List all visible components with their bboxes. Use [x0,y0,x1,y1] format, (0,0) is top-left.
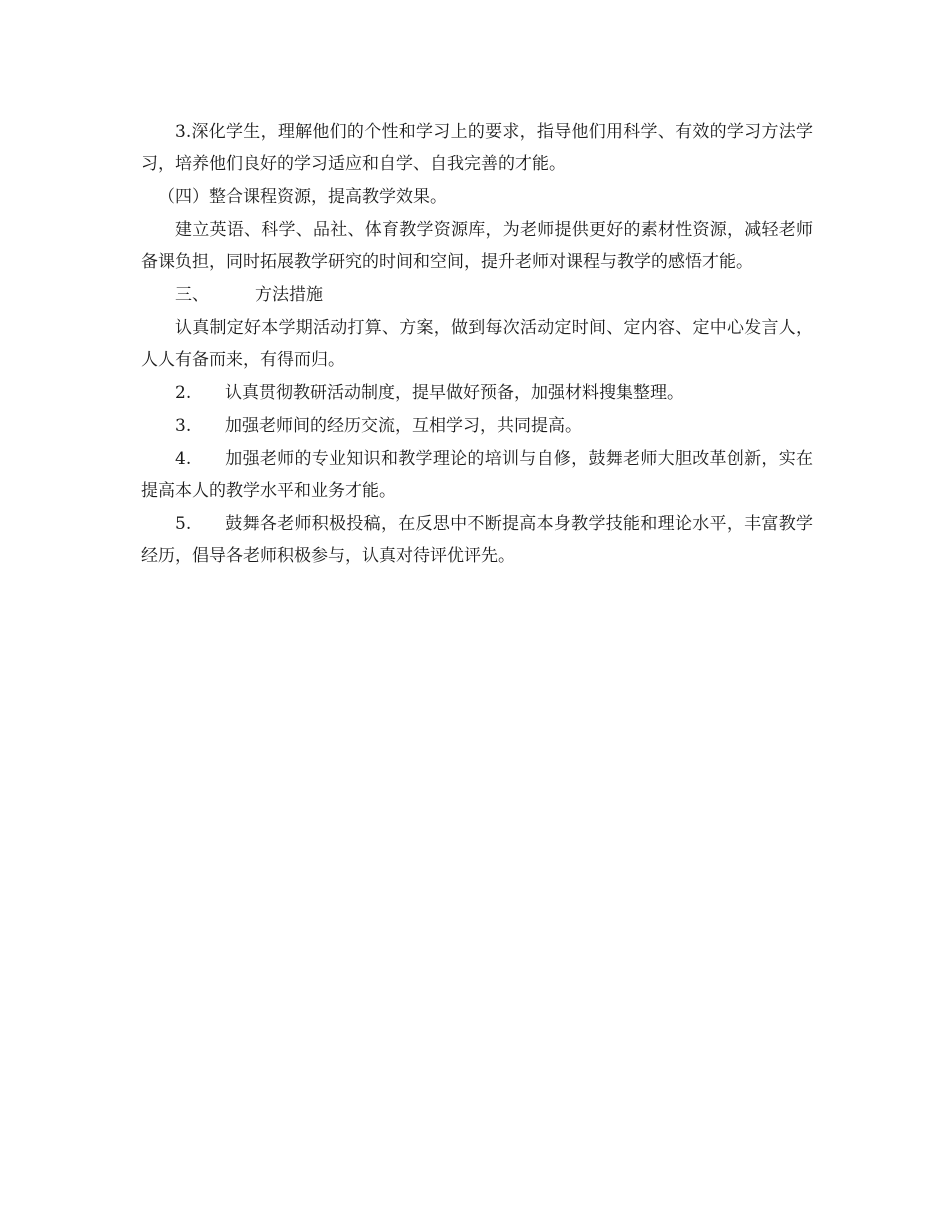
list-item [141,508,813,572]
list-item [141,410,813,442]
list-item-text: 加强老师的专业知识和教学理论的培训与自修，鼓舞老师大胆改革创新，实在提高本人的教学水平和业务才能。 [141,449,813,501]
list-item-number: 3. [175,416,192,436]
list-item-number: 4. [175,449,192,469]
list-item-text: 加强老师间的经历交流，互相学习，共同提高。 [225,416,582,436]
list-item-text: 鼓舞各老师积极投稿，在反思中不断提高本身教学技能和理论水平，丰富教学经历，倡导各老师积极参与，认真对待评优评先。 [141,514,813,566]
paragraph-activity-plan: 认真制定好本学期活动打算、方案，做到每次活动定时间、定内容、定中心发言人，人人有备而来，有得而归。 [141,318,813,370]
list-item-number: 5. [175,514,192,534]
document-body [141,116,813,573]
section-heading-methods [141,279,813,311]
list-item-text: 认真贯彻教研活动制度，提早做好预备，加强材料搜集整理。 [225,383,684,403]
section-number: 三、 [175,285,209,305]
list-item [141,443,813,507]
paragraph-resource-library: 建立英语、科学、品社、体育教学资源库，为老师提供更好的素材性资源，减轻老师备课负担，同时拓展教学研究的时间和空间，提升老师对课程与教学的感悟才能。 [141,220,813,272]
paragraph-study-guidance: 3.深化学生，理解他们的个性和学习上的要求，指导他们用科学、有效的学习方法学习，培养他们良好的学习适应和自学、自我完善的才能。 [141,122,813,174]
section-title: 方法措施 [255,285,323,305]
list-item-number: 2. [175,383,192,403]
subheading-integrate-resources: （四）整合课程资源，提高教学效果。 [158,187,447,207]
list-item [141,377,813,409]
